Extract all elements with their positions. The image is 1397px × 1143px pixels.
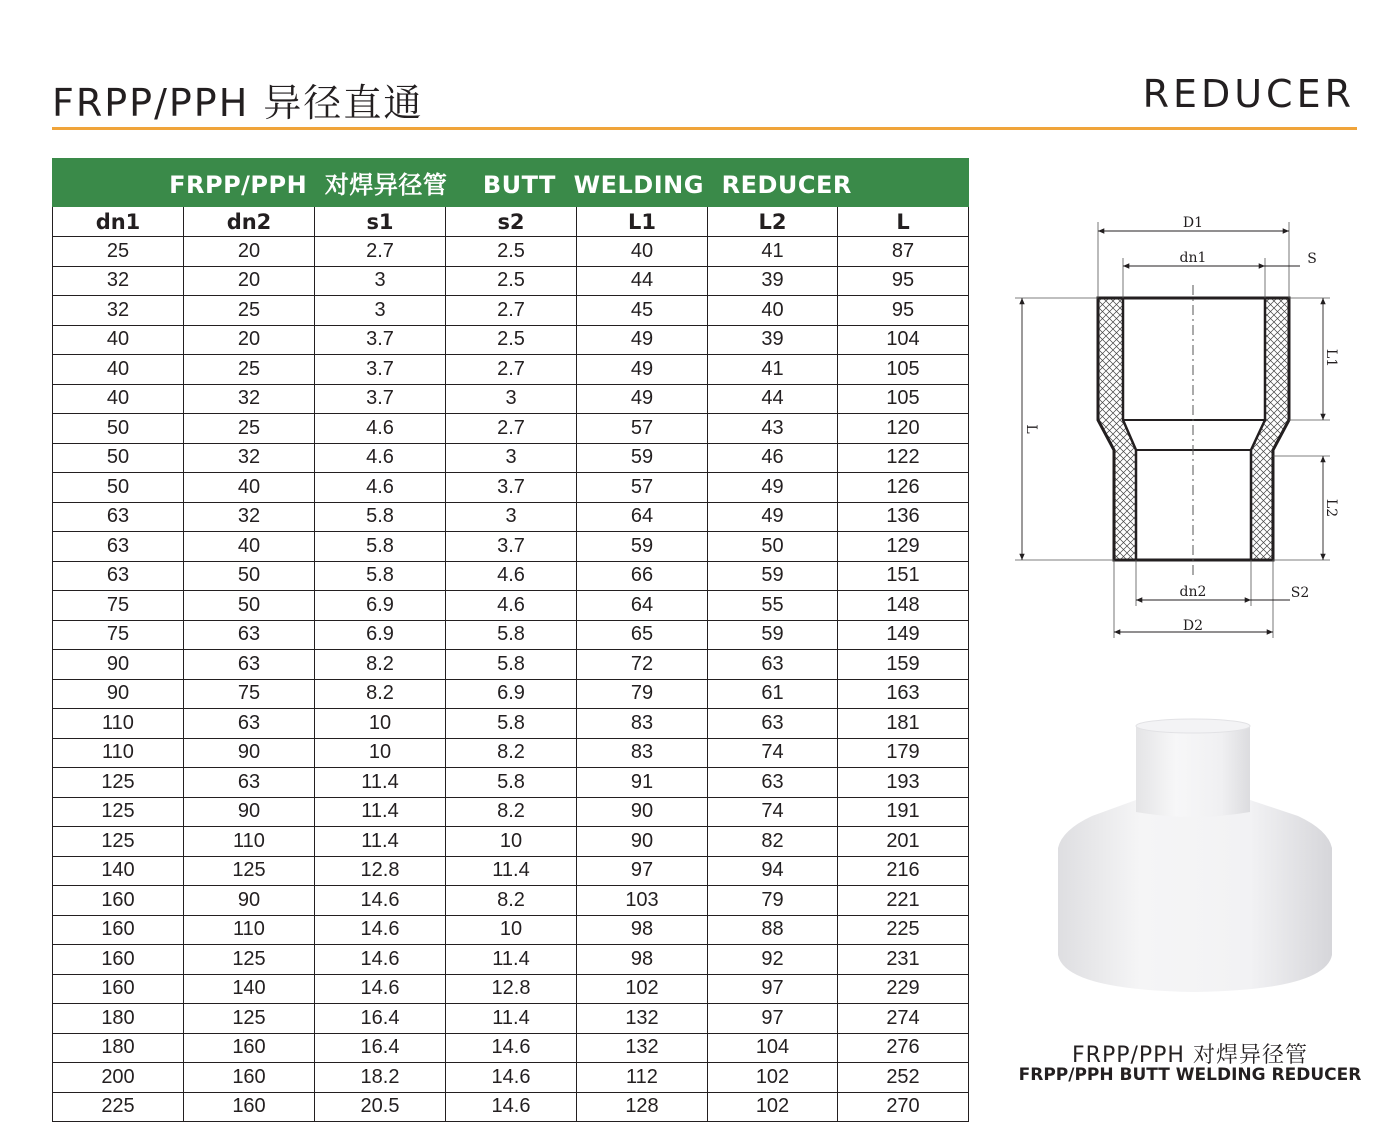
table-row	[53, 679, 969, 709]
table-cell-dn2: 25	[184, 355, 315, 385]
table-cell-dn2: 160	[184, 1063, 315, 1093]
table-cell-s2: 4.6	[446, 561, 577, 591]
table-cell-s2: 5.8	[446, 768, 577, 798]
table-cell-l: 105	[838, 355, 969, 385]
table-cell-dn2: 140	[184, 974, 315, 1004]
table-cell-dn2: 90	[184, 738, 315, 768]
table-cell-dn2: 40	[184, 532, 315, 562]
table-row	[53, 709, 969, 739]
table-cell-l: 148	[838, 591, 969, 621]
label-l2: L2	[1323, 498, 1339, 518]
table-cell-l2: 82	[708, 827, 838, 857]
table-cell-l1: 97	[577, 856, 708, 886]
table-cell-l: 120	[838, 414, 969, 444]
table-cell-dn2: 40	[184, 473, 315, 503]
table-cell-l2: 44	[708, 384, 838, 414]
table-cell-l: 276	[838, 1033, 969, 1063]
table-cell-l2: 49	[708, 502, 838, 532]
table-cell-s1: 11.4	[315, 768, 446, 798]
table-cell-l1: 103	[577, 886, 708, 916]
table-cell-s2: 4.6	[446, 591, 577, 621]
table-cell-s1: 18.2	[315, 1063, 446, 1093]
table-cell-s1: 3.7	[315, 325, 446, 355]
table-cell-l2: 63	[708, 709, 838, 739]
table-cell-l1: 83	[577, 738, 708, 768]
table-cell-s1: 20.5	[315, 1092, 446, 1122]
table-row	[53, 561, 969, 591]
table-cell-dn1: 63	[53, 532, 184, 562]
table-cell-dn2: 63	[184, 650, 315, 680]
table-cell-dn2: 63	[184, 768, 315, 798]
table-cell-s2: 14.6	[446, 1033, 577, 1063]
table-row	[53, 738, 969, 768]
table-cell-l2: 40	[708, 296, 838, 326]
table-cell-l: 274	[838, 1004, 969, 1034]
table-row	[53, 1033, 969, 1063]
table-row	[53, 384, 969, 414]
table-cell-l2: 94	[708, 856, 838, 886]
table-row	[53, 237, 969, 267]
table-cell-s2: 8.2	[446, 738, 577, 768]
table-banner: FRPP/PPH 对焊异径管 BUTT WELDING REDUCER	[53, 159, 969, 207]
table-cell-s2: 14.6	[446, 1092, 577, 1122]
table-cell-dn1: 110	[53, 709, 184, 739]
table-cell-dn1: 160	[53, 974, 184, 1004]
table-cell-l: 87	[838, 237, 969, 267]
table-cell-dn1: 32	[53, 296, 184, 326]
table-cell-l1: 64	[577, 591, 708, 621]
table-row	[53, 502, 969, 532]
table-cell-s1: 3.7	[315, 355, 446, 385]
table-cell-l2: 79	[708, 886, 838, 916]
table-cell-s1: 6.9	[315, 591, 446, 621]
table-cell-s1: 3	[315, 296, 446, 326]
table-cell-s1: 10	[315, 738, 446, 768]
table-cell-s1: 8.2	[315, 679, 446, 709]
table-cell-s2: 3	[446, 384, 577, 414]
table-cell-s1: 12.8	[315, 856, 446, 886]
table-cell-l: 151	[838, 561, 969, 591]
product-caption-english: FRPP/PPH BUTT WELDING REDUCER	[1018, 1065, 1362, 1085]
table-cell-s2: 5.8	[446, 709, 577, 739]
column-header-l: L	[838, 207, 969, 237]
table-cell-s1: 5.8	[315, 561, 446, 591]
table-cell-l2: 41	[708, 355, 838, 385]
table-cell-dn2: 20	[184, 266, 315, 296]
column-header-s1: s1	[315, 207, 446, 237]
table-cell-dn1: 180	[53, 1033, 184, 1063]
table-cell-dn2: 125	[184, 945, 315, 975]
table-cell-l1: 112	[577, 1063, 708, 1093]
table-cell-s2: 11.4	[446, 1004, 577, 1034]
table-cell-l1: 45	[577, 296, 708, 326]
table-cell-dn1: 50	[53, 473, 184, 503]
table-cell-l2: 50	[708, 532, 838, 562]
label-l: L	[1023, 424, 1039, 434]
table-header-row	[53, 207, 969, 237]
table-cell-l2: 63	[708, 650, 838, 680]
table-cell-dn2: 90	[184, 886, 315, 916]
photo-neck-rim	[1136, 719, 1250, 733]
table-cell-l: 136	[838, 502, 969, 532]
table-cell-dn1: 110	[53, 738, 184, 768]
table-banner-row	[53, 159, 969, 207]
table-cell-s2: 2.5	[446, 325, 577, 355]
table-cell-dn1: 25	[53, 237, 184, 267]
reducer-drawing	[1005, 205, 1345, 650]
table-cell-s1: 14.6	[315, 915, 446, 945]
table-cell-s1: 10	[315, 709, 446, 739]
column-header-dn1: dn1	[53, 207, 184, 237]
table-cell-dn1: 160	[53, 886, 184, 916]
table-row	[53, 473, 969, 503]
table-cell-l: 105	[838, 384, 969, 414]
table-cell-l2: 55	[708, 591, 838, 621]
table-cell-s2: 2.5	[446, 266, 577, 296]
table-cell-l2: 97	[708, 1004, 838, 1034]
title-divider	[52, 127, 1357, 130]
table-cell-l1: 128	[577, 1092, 708, 1122]
table-row	[53, 591, 969, 621]
label-s2: S2	[1290, 585, 1310, 601]
table-cell-dn2: 32	[184, 443, 315, 473]
table-cell-s1: 4.6	[315, 473, 446, 503]
table-cell-l1: 49	[577, 325, 708, 355]
table-row	[53, 856, 969, 886]
table-row	[53, 768, 969, 798]
table-cell-l1: 83	[577, 709, 708, 739]
table-cell-s1: 11.4	[315, 797, 446, 827]
table-row	[53, 945, 969, 975]
table-cell-s1: 16.4	[315, 1004, 446, 1034]
table-cell-dn1: 225	[53, 1092, 184, 1122]
table-cell-l1: 44	[577, 266, 708, 296]
table-cell-l1: 79	[577, 679, 708, 709]
photo-body	[1058, 800, 1332, 992]
table-cell-dn2: 75	[184, 679, 315, 709]
table-cell-l: 191	[838, 797, 969, 827]
table-cell-s1: 8.2	[315, 650, 446, 680]
table-cell-l1: 65	[577, 620, 708, 650]
table-cell-dn2: 160	[184, 1092, 315, 1122]
table-cell-l1: 57	[577, 473, 708, 503]
column-header-dn2: dn2	[184, 207, 315, 237]
table-cell-dn2: 20	[184, 325, 315, 355]
table-cell-s1: 2.7	[315, 237, 446, 267]
table-cell-l: 159	[838, 650, 969, 680]
table-cell-dn2: 125	[184, 856, 315, 886]
table-cell-dn1: 75	[53, 591, 184, 621]
table-cell-l1: 40	[577, 237, 708, 267]
table-cell-dn1: 140	[53, 856, 184, 886]
table-cell-l1: 98	[577, 915, 708, 945]
label-l1: L1	[1323, 348, 1339, 368]
table-cell-l2: 104	[708, 1033, 838, 1063]
table-cell-l1: 64	[577, 502, 708, 532]
table-cell-l: 95	[838, 296, 969, 326]
table-cell-l2: 59	[708, 561, 838, 591]
table-cell-l1: 49	[577, 384, 708, 414]
table-cell-s2: 3	[446, 443, 577, 473]
column-header-l2: L2	[708, 207, 838, 237]
table-cell-s2: 2.7	[446, 414, 577, 444]
table-cell-s2: 10	[446, 827, 577, 857]
table-row	[53, 974, 969, 1004]
table-cell-dn2: 20	[184, 237, 315, 267]
table-cell-s2: 5.8	[446, 650, 577, 680]
table-cell-l2: 74	[708, 738, 838, 768]
table-cell-dn2: 25	[184, 296, 315, 326]
table-cell-l: 201	[838, 827, 969, 857]
table-row	[53, 1004, 969, 1034]
table-row	[53, 355, 969, 385]
table-cell-l1: 90	[577, 797, 708, 827]
table-cell-l2: 39	[708, 325, 838, 355]
table-cell-l: 221	[838, 886, 969, 916]
table-cell-l2: 46	[708, 443, 838, 473]
table-cell-l2: 43	[708, 414, 838, 444]
table-cell-l1: 102	[577, 974, 708, 1004]
table-cell-l: 193	[838, 768, 969, 798]
table-cell-dn1: 200	[53, 1063, 184, 1093]
table-cell-dn1: 160	[53, 945, 184, 975]
label-d2: D2	[1182, 618, 1204, 634]
table-cell-dn1: 40	[53, 325, 184, 355]
table-cell-dn1: 125	[53, 768, 184, 798]
table-cell-s2: 6.9	[446, 679, 577, 709]
table-cell-dn1: 63	[53, 561, 184, 591]
product-caption-chinese: FRPP/PPH 对焊异径管	[1072, 1043, 1308, 1068]
table-cell-l: 231	[838, 945, 969, 975]
table-cell-l2: 88	[708, 915, 838, 945]
table-cell-s1: 4.6	[315, 443, 446, 473]
table-cell-s1: 11.4	[315, 827, 446, 857]
table-cell-l1: 91	[577, 768, 708, 798]
table-cell-l1: 66	[577, 561, 708, 591]
table-cell-s2: 8.2	[446, 886, 577, 916]
table-cell-l2: 74	[708, 797, 838, 827]
table-row	[53, 414, 969, 444]
table-cell-l1: 132	[577, 1004, 708, 1034]
table-row	[53, 915, 969, 945]
table-cell-s2: 2.7	[446, 296, 577, 326]
label-dn2: dn2	[1179, 584, 1207, 600]
column-header-l1: L1	[577, 207, 708, 237]
table-cell-dn1: 50	[53, 414, 184, 444]
table-cell-s2: 14.6	[446, 1063, 577, 1093]
table-row	[53, 797, 969, 827]
table-cell-l: 122	[838, 443, 969, 473]
table-cell-s2: 3	[446, 502, 577, 532]
table-cell-l: 181	[838, 709, 969, 739]
table-cell-dn2: 125	[184, 1004, 315, 1034]
table-cell-dn2: 32	[184, 502, 315, 532]
table-cell-dn2: 25	[184, 414, 315, 444]
table-cell-s1: 16.4	[315, 1033, 446, 1063]
table-cell-l2: 41	[708, 237, 838, 267]
table-cell-l1: 98	[577, 945, 708, 975]
table-row	[53, 827, 969, 857]
table-cell-s2: 12.8	[446, 974, 577, 1004]
table-row	[53, 1092, 969, 1122]
table-cell-l2: 102	[708, 1092, 838, 1122]
table-row	[53, 1063, 969, 1093]
table-row	[53, 532, 969, 562]
table-cell-s2: 11.4	[446, 856, 577, 886]
table-cell-dn1: 40	[53, 384, 184, 414]
table-row	[53, 325, 969, 355]
table-cell-l1: 90	[577, 827, 708, 857]
table-row	[53, 620, 969, 650]
table-cell-dn2: 50	[184, 591, 315, 621]
table-cell-dn1: 90	[53, 650, 184, 680]
table-cell-l2: 102	[708, 1063, 838, 1093]
table-cell-s1: 3	[315, 266, 446, 296]
table-cell-l2: 97	[708, 974, 838, 1004]
page-title: FRPP/PPH 异径直通	[52, 81, 424, 125]
table-row	[53, 296, 969, 326]
table-cell-l: 229	[838, 974, 969, 1004]
label-d1: D1	[1182, 215, 1204, 231]
table-cell-s2: 10	[446, 915, 577, 945]
table-cell-l2: 63	[708, 768, 838, 798]
table-cell-s2: 11.4	[446, 945, 577, 975]
table-cell-l1: 59	[577, 532, 708, 562]
table-cell-dn2: 160	[184, 1033, 315, 1063]
table-cell-dn2: 63	[184, 620, 315, 650]
table-body	[53, 237, 969, 1122]
spec-table	[52, 158, 969, 1122]
table-cell-l: 179	[838, 738, 969, 768]
table-cell-dn1: 160	[53, 915, 184, 945]
table-cell-s1: 14.6	[315, 886, 446, 916]
table-cell-dn1: 180	[53, 1004, 184, 1034]
label-s: S	[1307, 251, 1317, 267]
table-cell-l: 225	[838, 915, 969, 945]
table-cell-s1: 5.8	[315, 532, 446, 562]
table-cell-dn1: 90	[53, 679, 184, 709]
table-cell-l2: 92	[708, 945, 838, 975]
table-cell-l1: 49	[577, 355, 708, 385]
table-cell-l: 270	[838, 1092, 969, 1122]
table-cell-s1: 4.6	[315, 414, 446, 444]
table-cell-s1: 14.6	[315, 945, 446, 975]
table-cell-dn2: 110	[184, 827, 315, 857]
table-cell-dn1: 50	[53, 443, 184, 473]
table-cell-l2: 49	[708, 473, 838, 503]
table-row	[53, 886, 969, 916]
table-cell-s1: 5.8	[315, 502, 446, 532]
table-cell-s1: 14.6	[315, 974, 446, 1004]
table-cell-s2: 3.7	[446, 532, 577, 562]
table-cell-s1: 3.7	[315, 384, 446, 414]
table-cell-dn1: 125	[53, 797, 184, 827]
table-cell-l1: 57	[577, 414, 708, 444]
table-cell-l2: 39	[708, 266, 838, 296]
table-cell-s2: 3.7	[446, 473, 577, 503]
label-dn1: dn1	[1179, 250, 1207, 266]
table-cell-l2: 61	[708, 679, 838, 709]
table-cell-dn1: 63	[53, 502, 184, 532]
table-cell-l: 104	[838, 325, 969, 355]
table-cell-dn2: 63	[184, 709, 315, 739]
table-row	[53, 443, 969, 473]
table-cell-l: 149	[838, 620, 969, 650]
table-cell-l: 252	[838, 1063, 969, 1093]
table-cell-s2: 8.2	[446, 797, 577, 827]
table-cell-l: 126	[838, 473, 969, 503]
table-cell-dn1: 125	[53, 827, 184, 857]
table-cell-l: 129	[838, 532, 969, 562]
table-cell-s2: 2.7	[446, 355, 577, 385]
table-cell-dn1: 32	[53, 266, 184, 296]
table-cell-l1: 132	[577, 1033, 708, 1063]
reducer-photo	[1050, 715, 1340, 995]
table-cell-dn2: 90	[184, 797, 315, 827]
table-cell-dn2: 110	[184, 915, 315, 945]
column-header-s2: s2	[446, 207, 577, 237]
page-title-english: REDUCER	[1142, 72, 1355, 116]
table-cell-l: 95	[838, 266, 969, 296]
table-cell-dn1: 75	[53, 620, 184, 650]
table-cell-l1: 59	[577, 443, 708, 473]
table-row	[53, 266, 969, 296]
table-cell-l: 216	[838, 856, 969, 886]
table-cell-s2: 5.8	[446, 620, 577, 650]
table-cell-l2: 59	[708, 620, 838, 650]
table-cell-dn2: 32	[184, 384, 315, 414]
table-cell-dn2: 50	[184, 561, 315, 591]
photo-neck	[1136, 726, 1250, 817]
table-cell-s1: 6.9	[315, 620, 446, 650]
table-cell-l1: 72	[577, 650, 708, 680]
table-row	[53, 650, 969, 680]
table-cell-l: 163	[838, 679, 969, 709]
table-cell-s2: 2.5	[446, 237, 577, 267]
table-cell-dn1: 40	[53, 355, 184, 385]
